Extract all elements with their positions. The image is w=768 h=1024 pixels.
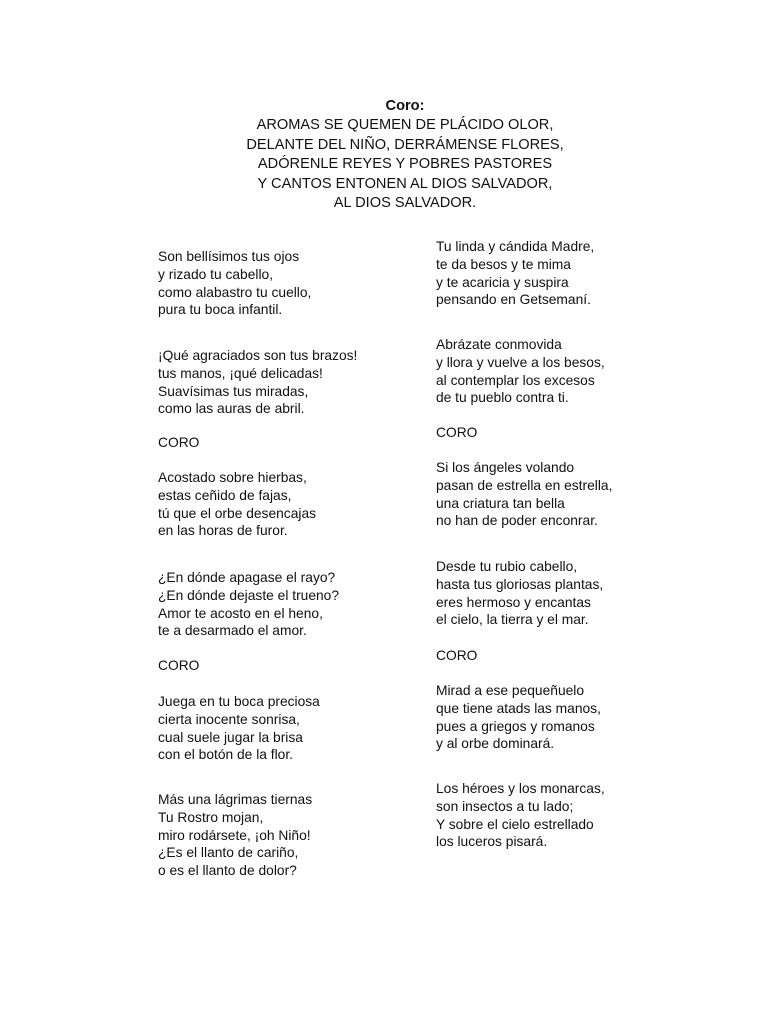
stanza [436, 238, 594, 309]
verse-line: hasta tus gloriosas plantas, [436, 576, 604, 592]
verse-line: Acostado sobre hierbas, [158, 470, 307, 485]
stanza [436, 459, 612, 530]
chorus-line: AROMAS SE QUEMEN DE PLÁCIDO OLOR, [256, 117, 554, 134]
chorus-marker-label: CORO [436, 648, 478, 663]
stanza [158, 569, 339, 640]
verse-line: y llora y vuelve a los besos, [436, 354, 605, 370]
stanza [158, 693, 320, 764]
verse-line: en las horas de furor. [158, 523, 288, 539]
verse-line: y al orbe dominará. [436, 736, 555, 752]
verse-line: miro rodársete, ¡oh Niño! [158, 827, 311, 843]
stanza [158, 791, 312, 880]
verse-line: ¡Qué agraciados son tus brazos! [158, 348, 358, 363]
chorus-marker [436, 424, 477, 442]
verse-line: no han de poder enconrar. [436, 513, 598, 529]
verse-line: los luceros pisará. [436, 834, 548, 850]
verse-line: Más una lágrimas tiernas [158, 792, 313, 807]
verse-line: pasan de estrella en estrella, [436, 477, 613, 493]
verse-line: o es el llanto de dolor? [158, 863, 297, 879]
chorus-marker-label: CORO [436, 425, 478, 440]
verse-line: ¿En dónde apagase el rayo? [158, 570, 336, 585]
verse-line: Amor te acosto en el heno, [158, 605, 323, 621]
stanza [158, 347, 357, 418]
chorus-heading: Coro: [385, 98, 425, 114]
chorus-line: AL DIOS SALVADOR. [333, 195, 477, 212]
verse-line: Tu Rostro mojan, [158, 809, 264, 825]
verse-line: pues a griegos y romanos [436, 718, 595, 734]
chorus-marker [436, 647, 477, 665]
chorus-line: DELANTE DEL NIÑO, DERRÁMENSE FLORES, [246, 136, 564, 153]
verse-line: Suavísimas tus miradas, [158, 383, 309, 399]
chorus-marker [158, 657, 199, 675]
verse-line: al contemplar los excesos [436, 372, 595, 388]
verse-line: cual suele jugar la brisa [158, 729, 303, 745]
verse-line: y rizado tu cabello, [158, 266, 274, 282]
verse-line: con el botón de la flor. [158, 747, 293, 763]
verse-line: Los héroes y los monarcas, [436, 781, 605, 796]
verse-line: estas ceñido de fajas, [158, 487, 292, 503]
verse-line: Si los ángeles volando [436, 460, 575, 475]
verse-line: Tu linda y cándida Madre, [436, 239, 595, 254]
verse-line: y te acaricia y suspira [436, 274, 569, 290]
verse-line: tú que el orbe desencajas [158, 505, 317, 521]
verse-line: Mirad a ese pequeñuelo [436, 683, 585, 698]
verse-line: tus manos, ¡qué delicadas! [158, 365, 323, 381]
verse-line: como las auras de abril. [158, 401, 305, 417]
verse-line: de tu pueblo contra ti. [436, 390, 569, 406]
verse-line: Son bellísimos tus ojos [158, 249, 300, 264]
chorus-marker-label: CORO [158, 435, 200, 450]
chorus-line: ADÓRENLE REYES Y POBRES PASTORES [257, 156, 553, 173]
verse-line: pura tu boca infantil. [158, 302, 283, 318]
chorus-line: Y CANTOS ENTONEN AL DIOS SALVADOR, [257, 175, 553, 192]
verse-line: Juega en tu boca preciosa [158, 694, 320, 709]
verse-line: te da besos y te mima [436, 256, 571, 272]
stanza [436, 780, 605, 851]
chorus-marker [158, 434, 199, 452]
chorus-marker-label: CORO [158, 658, 200, 673]
stanza [436, 336, 605, 407]
verse-line: te a desarmado el amor. [158, 623, 307, 639]
verse-line: ¿En dónde dejaste el trueno? [158, 587, 340, 603]
stanza [158, 469, 316, 540]
verse-line: que tiene atads las manos, [436, 700, 601, 716]
verse-line: son insectos a tu lado; [436, 798, 574, 814]
stanza [158, 248, 311, 319]
verse-line: Y sobre el cielo estrellado [436, 816, 594, 832]
verse-line: el cielo, la tierra y el mar. [436, 612, 589, 628]
verse-line: pensando en Getsemaní. [436, 292, 591, 308]
verse-line: como alabastro tu cuello, [158, 284, 312, 300]
verse-line: ¿Es el llanto de cariño, [158, 845, 299, 861]
verse-line: cierta inocente sonrisa, [158, 711, 300, 727]
verse-line: Abrázate conmovida [436, 337, 562, 352]
verse-line: una criatura tan bella [436, 495, 565, 511]
verse-line: eres hermoso y encantas [436, 594, 591, 610]
stanza [436, 682, 601, 753]
verse-line: Desde tu rubio cabello, [436, 559, 578, 574]
chorus-block [0, 97, 768, 213]
stanza [436, 558, 603, 629]
